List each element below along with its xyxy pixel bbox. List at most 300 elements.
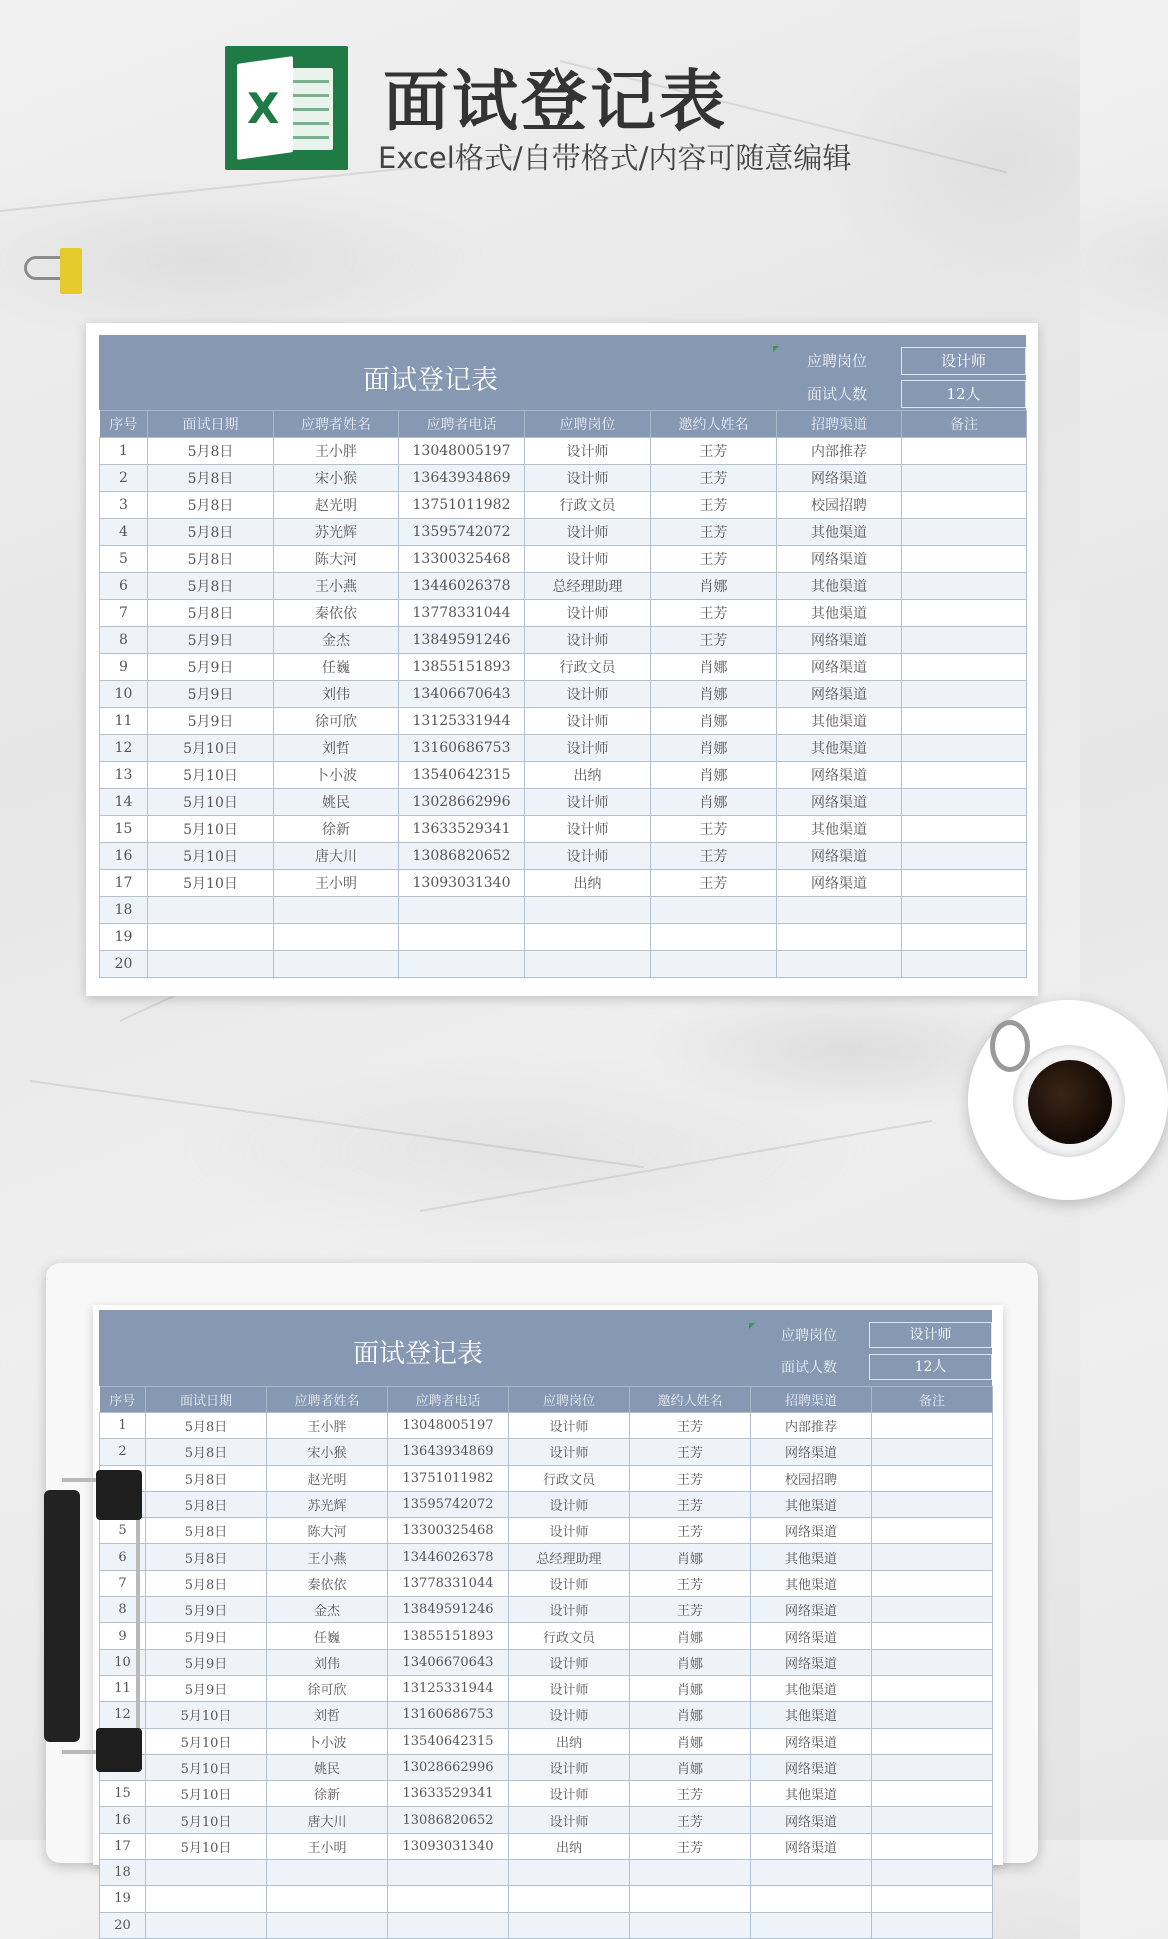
table-cell[interactable]: 肖娜 [630, 1544, 751, 1570]
table-cell[interactable] [525, 924, 651, 951]
table-cell[interactable]: 13540642315 [399, 762, 525, 789]
table-cell[interactable]: 陈大河 [274, 546, 399, 573]
table-cell[interactable] [399, 951, 525, 978]
table-cell[interactable]: 5月8日 [148, 492, 274, 519]
table-cell[interactable]: 王芳 [630, 1439, 751, 1465]
table-cell[interactable]: 13086820652 [388, 1807, 509, 1833]
table-cell[interactable]: 9 [100, 1623, 146, 1649]
table-cell[interactable] [902, 681, 1027, 708]
table-cell[interactable]: 设计师 [509, 1597, 630, 1623]
table-cell[interactable]: 10 [100, 681, 148, 708]
table-cell[interactable] [751, 1886, 872, 1912]
table-cell[interactable]: 任巍 [274, 654, 399, 681]
table-cell[interactable]: 13849591246 [399, 627, 525, 654]
table-cell[interactable]: 网络渠道 [751, 1623, 872, 1649]
table-cell[interactable]: 5 [100, 546, 148, 573]
table-cell[interactable]: 13849591246 [388, 1597, 509, 1623]
table-cell[interactable]: 设计师 [525, 519, 651, 546]
table-cell[interactable]: 网络渠道 [777, 546, 902, 573]
table-cell[interactable] [388, 1886, 509, 1912]
table-cell[interactable] [872, 1886, 993, 1912]
table-cell[interactable]: 网络渠道 [751, 1439, 872, 1465]
table-cell[interactable]: 其他渠道 [751, 1491, 872, 1517]
table-cell[interactable]: 13778331044 [388, 1570, 509, 1596]
table-cell[interactable]: 肖娜 [651, 573, 777, 600]
table-cell[interactable]: 17 [100, 870, 148, 897]
table-cell[interactable]: 7 [100, 600, 148, 627]
table-cell[interactable] [777, 924, 902, 951]
table-cell[interactable]: 1 [100, 438, 148, 465]
table-cell[interactable] [872, 1491, 993, 1517]
table-cell[interactable]: 网络渠道 [777, 465, 902, 492]
table-cell[interactable]: 5月8日 [146, 1491, 267, 1517]
table-cell[interactable]: 徐新 [274, 816, 399, 843]
table-cell[interactable]: 内部推荐 [751, 1413, 872, 1439]
table-cell[interactable]: 9 [100, 654, 148, 681]
table-cell[interactable]: 设计师 [525, 546, 651, 573]
table-cell[interactable]: 13093031340 [388, 1833, 509, 1859]
table-cell[interactable]: 15 [100, 1781, 146, 1807]
table-cell[interactable] [872, 1860, 993, 1886]
position-value[interactable]: 设计师 [901, 347, 1026, 375]
table-cell[interactable]: 13643934869 [399, 465, 525, 492]
table-cell[interactable]: 11 [100, 708, 148, 735]
table-cell[interactable]: 13028662996 [399, 789, 525, 816]
table-cell[interactable] [388, 1912, 509, 1938]
table-cell[interactable]: 5月9日 [146, 1597, 267, 1623]
table-cell[interactable]: 13595742072 [399, 519, 525, 546]
table-cell[interactable]: 5月9日 [148, 627, 274, 654]
table-cell[interactable] [146, 1912, 267, 1938]
table-cell[interactable] [267, 1912, 388, 1938]
table-cell[interactable]: 5月8日 [146, 1413, 267, 1439]
table-cell[interactable]: 网络渠道 [777, 681, 902, 708]
table-cell[interactable]: 王小明 [274, 870, 399, 897]
table-cell[interactable]: 7 [100, 1570, 146, 1596]
table-cell[interactable]: 5月10日 [148, 762, 274, 789]
table-cell[interactable]: 苏光辉 [267, 1491, 388, 1517]
table-cell[interactable]: 其他渠道 [751, 1675, 872, 1701]
table-cell[interactable]: 5月8日 [146, 1465, 267, 1491]
table-cell[interactable]: 其他渠道 [751, 1544, 872, 1570]
table-cell[interactable]: 设计师 [509, 1649, 630, 1675]
table-cell[interactable]: 其他渠道 [751, 1570, 872, 1596]
table-cell[interactable] [509, 1912, 630, 1938]
table-cell[interactable]: 校园招聘 [777, 492, 902, 519]
table-cell[interactable]: 14 [100, 789, 148, 816]
table-cell[interactable]: 王芳 [651, 843, 777, 870]
table-cell[interactable]: 5月10日 [146, 1754, 267, 1780]
table-cell[interactable] [267, 1860, 388, 1886]
table-cell[interactable]: 设计师 [509, 1570, 630, 1596]
table-cell[interactable]: 王芳 [630, 1465, 751, 1491]
table-cell[interactable] [148, 897, 274, 924]
table-cell[interactable]: 肖娜 [630, 1649, 751, 1675]
table-cell[interactable] [274, 951, 399, 978]
table-cell[interactable]: 行政文员 [509, 1623, 630, 1649]
table-cell[interactable]: 肖娜 [651, 708, 777, 735]
table-cell[interactable]: 网络渠道 [751, 1807, 872, 1833]
table-cell[interactable]: 王芳 [651, 465, 777, 492]
table-cell[interactable]: 肖娜 [651, 789, 777, 816]
table-cell[interactable] [525, 897, 651, 924]
table-cell[interactable]: 出纳 [525, 762, 651, 789]
table-cell[interactable]: 5月8日 [146, 1570, 267, 1596]
table-cell[interactable]: 王芳 [651, 492, 777, 519]
table-cell[interactable]: 5月8日 [148, 519, 274, 546]
table-cell[interactable]: 肖娜 [651, 735, 777, 762]
table-cell[interactable]: 13406670643 [399, 681, 525, 708]
table-cell[interactable]: 17 [100, 1833, 146, 1859]
table-cell[interactable]: 16 [100, 1807, 146, 1833]
table-cell[interactable]: 3 [100, 492, 148, 519]
table-cell[interactable]: 5月10日 [146, 1728, 267, 1754]
table-cell[interactable]: 13855151893 [388, 1623, 509, 1649]
table-cell[interactable]: 设计师 [525, 843, 651, 870]
table-cell[interactable] [509, 1860, 630, 1886]
table-cell[interactable]: 13855151893 [399, 654, 525, 681]
table-cell[interactable]: 姚民 [267, 1754, 388, 1780]
table-cell[interactable]: 5月9日 [146, 1675, 267, 1701]
table-cell[interactable]: 设计师 [525, 816, 651, 843]
table-cell[interactable]: 王芳 [651, 519, 777, 546]
table-cell[interactable] [148, 924, 274, 951]
table-cell[interactable]: 刘哲 [267, 1702, 388, 1728]
table-cell[interactable]: 11 [100, 1675, 146, 1701]
table-cell[interactable]: 金杰 [267, 1597, 388, 1623]
table-cell[interactable]: 1 [100, 1413, 146, 1439]
table-cell[interactable] [902, 519, 1027, 546]
table-cell[interactable]: 设计师 [525, 438, 651, 465]
table-cell[interactable]: 5月9日 [148, 708, 274, 735]
table-cell[interactable]: 13048005197 [388, 1413, 509, 1439]
table-cell[interactable]: 20 [100, 951, 148, 978]
table-cell[interactable]: 其他渠道 [777, 600, 902, 627]
table-cell[interactable] [902, 600, 1027, 627]
table-cell[interactable]: 王小胖 [267, 1413, 388, 1439]
table-cell[interactable]: 王芳 [630, 1833, 751, 1859]
table-cell[interactable] [630, 1860, 751, 1886]
table-cell[interactable]: 13595742072 [388, 1491, 509, 1517]
table-cell[interactable]: 5 [100, 1518, 146, 1544]
table-cell[interactable] [630, 1912, 751, 1938]
table-cell[interactable]: 设计师 [509, 1807, 630, 1833]
table-cell[interactable]: 王芳 [630, 1518, 751, 1544]
table-cell[interactable]: 总经理助理 [509, 1544, 630, 1570]
table-cell[interactable]: 出纳 [509, 1728, 630, 1754]
table-cell[interactable] [902, 897, 1027, 924]
table-cell[interactable]: 设计师 [509, 1754, 630, 1780]
table-cell[interactable]: 5月10日 [148, 735, 274, 762]
table-cell[interactable]: 6 [100, 1544, 146, 1570]
table-cell[interactable] [872, 1702, 993, 1728]
table-cell[interactable]: 18 [100, 897, 148, 924]
table-cell[interactable] [902, 843, 1027, 870]
table-cell[interactable]: 肖娜 [630, 1623, 751, 1649]
table-cell[interactable] [902, 789, 1027, 816]
table-cell[interactable]: 网络渠道 [751, 1754, 872, 1780]
table-cell[interactable]: 5月10日 [148, 843, 274, 870]
table-cell[interactable]: 宋小猴 [267, 1439, 388, 1465]
table-cell[interactable]: 设计师 [509, 1491, 630, 1517]
table-cell[interactable] [872, 1807, 993, 1833]
table-cell[interactable] [651, 924, 777, 951]
table-cell[interactable] [902, 708, 1027, 735]
table-cell[interactable]: 设计师 [525, 627, 651, 654]
table-cell[interactable]: 设计师 [525, 681, 651, 708]
table-cell[interactable]: 13 [100, 762, 148, 789]
table-cell[interactable]: 肖娜 [630, 1675, 751, 1701]
table-cell[interactable] [872, 1649, 993, 1675]
table-cell[interactable]: 王芳 [651, 816, 777, 843]
table-cell[interactable] [777, 897, 902, 924]
table-cell[interactable]: 其他渠道 [751, 1781, 872, 1807]
table-cell[interactable] [902, 870, 1027, 897]
table-cell[interactable]: 5月9日 [148, 681, 274, 708]
table-cell[interactable] [388, 1860, 509, 1886]
table-cell[interactable] [872, 1912, 993, 1938]
table-cell[interactable]: 设计师 [509, 1439, 630, 1465]
table-cell[interactable] [777, 951, 902, 978]
table-cell[interactable]: 王芳 [651, 627, 777, 654]
table-cell[interactable]: 5月10日 [146, 1702, 267, 1728]
table-cell[interactable]: 出纳 [525, 870, 651, 897]
table-cell[interactable]: 肖娜 [651, 762, 777, 789]
table-cell[interactable]: 任巍 [267, 1623, 388, 1649]
table-cell[interactable] [872, 1465, 993, 1491]
table-cell[interactable]: 行政文员 [525, 492, 651, 519]
table-cell[interactable]: 13125331944 [399, 708, 525, 735]
table-cell[interactable]: 13406670643 [388, 1649, 509, 1675]
table-cell[interactable]: 网络渠道 [777, 843, 902, 870]
table-cell[interactable]: 5月8日 [146, 1518, 267, 1544]
table-cell[interactable]: 肖娜 [651, 681, 777, 708]
table-cell[interactable] [902, 573, 1027, 600]
table-cell[interactable]: 其他渠道 [751, 1702, 872, 1728]
table-cell[interactable]: 5月8日 [148, 546, 274, 573]
table-cell[interactable]: 10 [100, 1649, 146, 1675]
table-cell[interactable]: 王小燕 [274, 573, 399, 600]
table-cell[interactable]: 苏光辉 [274, 519, 399, 546]
table-cell[interactable] [872, 1781, 993, 1807]
table-cell[interactable]: 赵光明 [267, 1465, 388, 1491]
table-cell[interactable] [872, 1570, 993, 1596]
table-cell[interactable]: 5月10日 [146, 1833, 267, 1859]
table-cell[interactable]: 金杰 [274, 627, 399, 654]
table-cell[interactable]: 王芳 [630, 1491, 751, 1517]
table-cell[interactable]: 13751011982 [399, 492, 525, 519]
table-cell[interactable]: 13751011982 [388, 1465, 509, 1491]
table-cell[interactable]: 设计师 [509, 1702, 630, 1728]
table-cell[interactable]: 卜小波 [274, 762, 399, 789]
table-cell[interactable]: 网络渠道 [777, 627, 902, 654]
table-cell[interactable]: 网络渠道 [777, 654, 902, 681]
table-cell[interactable]: 肖娜 [630, 1754, 751, 1780]
count-value[interactable]: 12人 [869, 1354, 992, 1380]
table-cell[interactable] [146, 1860, 267, 1886]
table-cell[interactable] [651, 951, 777, 978]
table-cell[interactable]: 2 [100, 1439, 146, 1465]
table-cell[interactable] [902, 735, 1027, 762]
table-cell[interactable]: 6 [100, 573, 148, 600]
table-cell[interactable] [902, 951, 1027, 978]
table-cell[interactable]: 13125331944 [388, 1675, 509, 1701]
table-cell[interactable]: 13160686753 [388, 1702, 509, 1728]
table-cell[interactable]: 8 [100, 1597, 146, 1623]
table-cell[interactable]: 15 [100, 816, 148, 843]
table-cell[interactable] [902, 627, 1027, 654]
table-cell[interactable] [902, 924, 1027, 951]
table-cell[interactable] [148, 951, 274, 978]
table-cell[interactable]: 13446026378 [388, 1544, 509, 1570]
table-cell[interactable]: 王芳 [651, 438, 777, 465]
table-cell[interactable] [902, 438, 1027, 465]
table-cell[interactable]: 网络渠道 [751, 1518, 872, 1544]
table-cell[interactable]: 肖娜 [651, 654, 777, 681]
table-cell[interactable]: 网络渠道 [751, 1728, 872, 1754]
table-cell[interactable]: 设计师 [525, 708, 651, 735]
table-cell[interactable]: 13300325468 [399, 546, 525, 573]
table-cell[interactable]: 网络渠道 [777, 870, 902, 897]
table-cell[interactable]: 16 [100, 843, 148, 870]
table-cell[interactable]: 网络渠道 [751, 1833, 872, 1859]
table-cell[interactable]: 5月8日 [148, 465, 274, 492]
table-cell[interactable]: 网络渠道 [777, 762, 902, 789]
table-cell[interactable] [399, 924, 525, 951]
table-cell[interactable]: 5月8日 [148, 573, 274, 600]
table-cell[interactable] [902, 762, 1027, 789]
table-cell[interactable] [274, 924, 399, 951]
table-cell[interactable]: 13086820652 [399, 843, 525, 870]
table-cell[interactable] [872, 1675, 993, 1701]
table-cell[interactable]: 5月10日 [146, 1807, 267, 1833]
table-cell[interactable]: 5月10日 [148, 870, 274, 897]
table-cell[interactable]: 19 [100, 1886, 146, 1912]
table-cell[interactable]: 12 [100, 735, 148, 762]
table-cell[interactable] [872, 1728, 993, 1754]
table-cell[interactable] [872, 1597, 993, 1623]
table-cell[interactable]: 校园招聘 [751, 1465, 872, 1491]
table-cell[interactable]: 13643934869 [388, 1439, 509, 1465]
table-cell[interactable]: 刘哲 [274, 735, 399, 762]
table-cell[interactable] [902, 654, 1027, 681]
table-cell[interactable]: 王小胖 [274, 438, 399, 465]
table-cell[interactable]: 5月8日 [146, 1544, 267, 1570]
table-cell[interactable]: 秦依依 [267, 1570, 388, 1596]
table-cell[interactable]: 行政文员 [525, 654, 651, 681]
table-cell[interactable]: 设计师 [509, 1781, 630, 1807]
table-cell[interactable] [651, 897, 777, 924]
table-cell[interactable]: 赵光明 [274, 492, 399, 519]
table-cell[interactable]: 8 [100, 627, 148, 654]
table-cell[interactable]: 王小燕 [267, 1544, 388, 1570]
table-cell[interactable]: 设计师 [525, 465, 651, 492]
table-cell[interactable]: 12 [100, 1702, 146, 1728]
table-cell[interactable]: 其他渠道 [777, 735, 902, 762]
table-cell[interactable]: 其他渠道 [777, 708, 902, 735]
count-value[interactable]: 12人 [901, 380, 1026, 408]
table-cell[interactable]: 出纳 [509, 1833, 630, 1859]
table-cell[interactable]: 王芳 [630, 1413, 751, 1439]
table-cell[interactable]: 唐大川 [267, 1807, 388, 1833]
table-cell[interactable]: 总经理助理 [525, 573, 651, 600]
table-cell[interactable] [525, 951, 651, 978]
table-cell[interactable]: 王芳 [630, 1781, 751, 1807]
table-cell[interactable] [399, 897, 525, 924]
table-cell[interactable] [509, 1886, 630, 1912]
table-cell[interactable] [630, 1886, 751, 1912]
table-cell[interactable]: 唐大川 [274, 843, 399, 870]
table-cell[interactable] [902, 465, 1027, 492]
table-cell[interactable]: 5月10日 [148, 816, 274, 843]
table-cell[interactable]: 卜小波 [267, 1728, 388, 1754]
table-cell[interactable]: 秦依依 [274, 600, 399, 627]
table-cell[interactable]: 设计师 [525, 789, 651, 816]
table-cell[interactable] [751, 1860, 872, 1886]
table-cell[interactable]: 陈大河 [267, 1518, 388, 1544]
table-cell[interactable]: 刘伟 [267, 1649, 388, 1675]
table-cell[interactable]: 王芳 [630, 1807, 751, 1833]
table-cell[interactable] [872, 1413, 993, 1439]
table-cell[interactable]: 设计师 [525, 735, 651, 762]
table-cell[interactable]: 18 [100, 1860, 146, 1886]
table-cell[interactable]: 13048005197 [399, 438, 525, 465]
table-cell[interactable] [146, 1886, 267, 1912]
table-cell[interactable]: 13633529341 [399, 816, 525, 843]
table-cell[interactable]: 姚民 [274, 789, 399, 816]
table-cell[interactable]: 徐可欣 [267, 1675, 388, 1701]
table-cell[interactable]: 肖娜 [630, 1728, 751, 1754]
table-cell[interactable]: 13778331044 [399, 600, 525, 627]
table-cell[interactable]: 其他渠道 [777, 573, 902, 600]
table-cell[interactable]: 设计师 [525, 600, 651, 627]
table-cell[interactable]: 设计师 [509, 1518, 630, 1544]
table-cell[interactable]: 13633529341 [388, 1781, 509, 1807]
table-cell[interactable] [872, 1439, 993, 1465]
table-cell[interactable]: 13093031340 [399, 870, 525, 897]
table-cell[interactable] [872, 1754, 993, 1780]
table-cell[interactable]: 内部推荐 [777, 438, 902, 465]
table-cell[interactable]: 网络渠道 [751, 1649, 872, 1675]
table-cell[interactable]: 5月9日 [148, 654, 274, 681]
table-cell[interactable] [902, 492, 1027, 519]
table-cell[interactable] [872, 1623, 993, 1649]
table-cell[interactable]: 肖娜 [630, 1702, 751, 1728]
table-cell[interactable]: 网络渠道 [777, 789, 902, 816]
table-cell[interactable] [902, 546, 1027, 573]
table-cell[interactable]: 5月9日 [146, 1623, 267, 1649]
table-cell[interactable]: 其他渠道 [777, 519, 902, 546]
table-cell[interactable]: 13300325468 [388, 1518, 509, 1544]
table-cell[interactable]: 19 [100, 924, 148, 951]
table-cell[interactable]: 其他渠道 [777, 816, 902, 843]
table-cell[interactable]: 刘伟 [274, 681, 399, 708]
table-cell[interactable]: 5月10日 [146, 1781, 267, 1807]
table-cell[interactable]: 5月10日 [148, 789, 274, 816]
table-cell[interactable] [872, 1544, 993, 1570]
table-cell[interactable]: 13540642315 [388, 1728, 509, 1754]
table-cell[interactable]: 王芳 [651, 600, 777, 627]
table-cell[interactable]: 13160686753 [399, 735, 525, 762]
table-cell[interactable]: 王芳 [630, 1570, 751, 1596]
table-cell[interactable] [267, 1886, 388, 1912]
table-cell[interactable]: 王芳 [630, 1597, 751, 1623]
table-cell[interactable]: 13028662996 [388, 1754, 509, 1780]
table-cell[interactable] [872, 1518, 993, 1544]
table-cell[interactable]: 5月8日 [148, 438, 274, 465]
table-cell[interactable]: 5月8日 [148, 600, 274, 627]
table-cell[interactable]: 2 [100, 465, 148, 492]
